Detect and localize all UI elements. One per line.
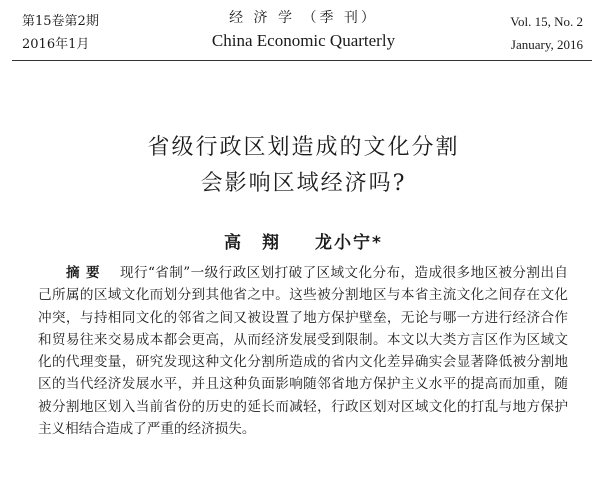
abstract-label: 摘要 xyxy=(66,265,106,281)
title-line-2: 会影响区域经济吗? xyxy=(200,171,407,196)
date-en: January, 2016 xyxy=(510,37,583,52)
date-cn: 2016年1月 xyxy=(22,37,90,52)
abstract-text: 现行“省制”一级行政区划打破了区域文化分布，造成很多地区被分割出自己所属的区域文化而划分到其他省之中。这些被分割地区与本省主流文化之间存在文化冲突，与持相同文化的邻省之间又被设置了地方保护壁垒，无论与哪一方进行经济合作和贸易往来交易成本都会更高，从而经济发展受到限制。本文以大类方言区作为区域文化的代理变量，研究发现这种文化分割所造成的省内文化差异确实会显著降低被分割地区的当代经济发展水平，并且这种负面影响随邻省地方保护主义水平的提高而加重，随被分割地区划入当前省份的历史的延长而减轻，行政区划对区域文化的打乱与地方保护主义相结合造成了严重的经济损失。 xyxy=(38,265,568,438)
paper-title xyxy=(0,130,607,202)
volume-issue-en: Vol. 15, No. 2 xyxy=(510,14,583,29)
abstract xyxy=(38,262,568,440)
journal-name-en: China Economic Quarterly xyxy=(211,31,396,50)
volume-issue-cn: 第15卷第2期 xyxy=(22,14,99,29)
journal-name-cn: 经 济 学 （季 刊） xyxy=(229,10,378,26)
author-list xyxy=(0,228,607,253)
issue-info-en xyxy=(510,10,583,56)
author-1: 高 翔 xyxy=(224,233,282,253)
author-2: 龙小宁* xyxy=(315,233,383,253)
header-rule xyxy=(12,60,592,61)
journal-header xyxy=(0,0,607,62)
title-line-1: 省级行政区划造成的文化分割 xyxy=(147,135,460,160)
